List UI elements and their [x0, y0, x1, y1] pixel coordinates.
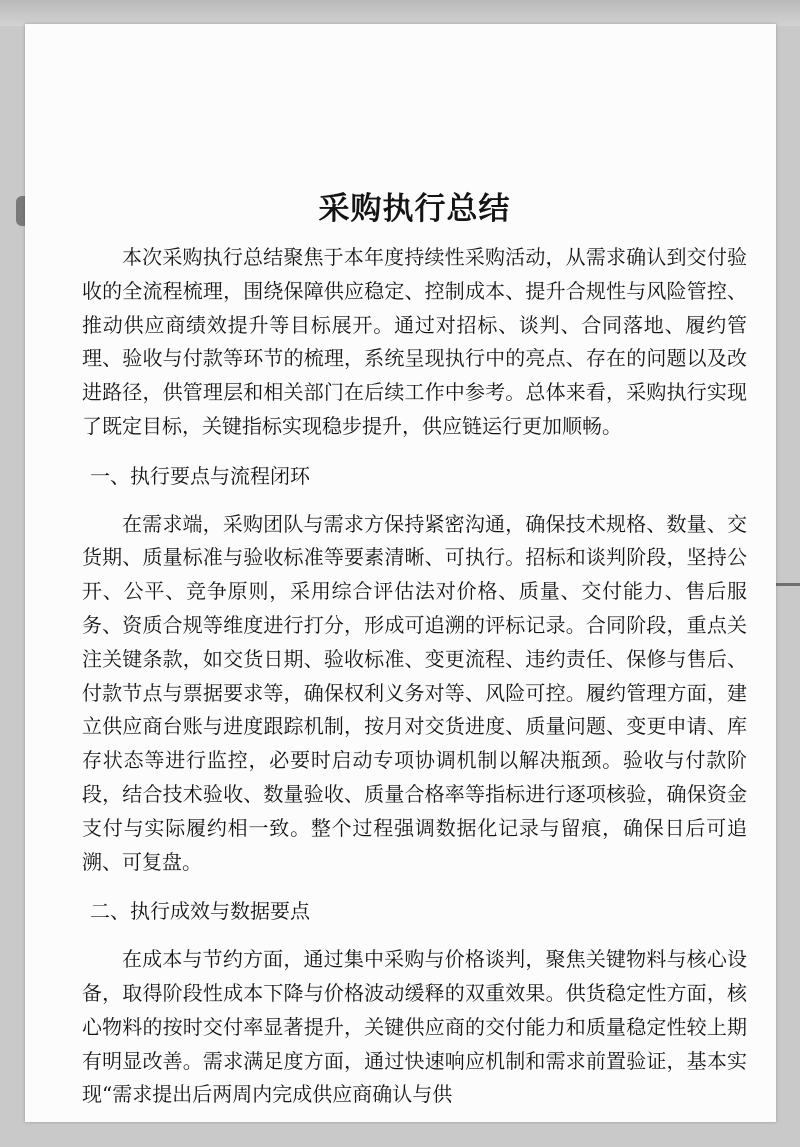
document-content	[82, 187, 747, 1112]
right-edge-marker	[776, 583, 800, 586]
section-body-2: 在成本与节约方面，通过集中采购与价格谈判，聚焦关键物料与核心设备，取得阶段性成本下降与价格波动缓释的双重效果。供货稳定性方面，核心物料的按时交付率显著提升，关键供应商的交付能力和质量稳定性较上期有明显改善。需求满足度方面，通过快速响应机制和需求前置验证，基本实现“需求提出后两周内完成供应商确认与供	[82, 947, 747, 1107]
intro-paragraph: 本次采购执行总结聚焦于本年度持续性采购活动，从需求确认到交付验收的全流程梳理，围绕保障供应稳定、控制成本、提升合规性与风险管控、推动供应商绩效提升等目标展开。通过对招标、谈判、合同落地、履约管理、验收与付款等环节的梳理，系统呈现执行中的亮点、存在的问题以及改进路径，供管理层和相关部门在后续工作中参考。总体来看，采购执行实现了既定目标，关键指标实现稳步提升，供应链运行更加顺畅。	[82, 245, 747, 438]
document-title: 采购执行总结	[318, 191, 511, 227]
background-top-band	[0, 0, 800, 26]
section-heading-2: 二、执行成效与数据要点	[90, 899, 310, 924]
section-body-1: 在需求端，采购团队与需求方保持紧密沟通，确保技术规格、数量、交货期、质量标准与验收标准等要素清晰、可执行。招标和谈判阶段，坚持公开、公平、竞争原则，采用综合评估法对价格、质量、交付能力、售后服务、资质合规等维度进行打分，形成可追溯的评标记录。合同阶段，重点关注关键条款，如交货日期、验收标准、变更流程、违约责任、保修与售后、付款节点与票据要求等，确保权利义务对等、风险可控。履约管理方面，建立供应商台账与进度跟踪机制，按月对交货进度、质量问题、变更申请、库存状态等进行监控，必要时启动专项协调机制以解决瓶颈。验收与付款阶段，结合技术验收、数量验收、质量合格率等指标进行逐项核验，确保资金支付与实际履约相一致。整个过程强调数据化记录与留痕，确保日后可追溯、可复盘。	[82, 511, 747, 874]
document-page	[25, 24, 776, 1122]
section-heading-1: 一、执行要点与流程闭环	[90, 463, 310, 488]
